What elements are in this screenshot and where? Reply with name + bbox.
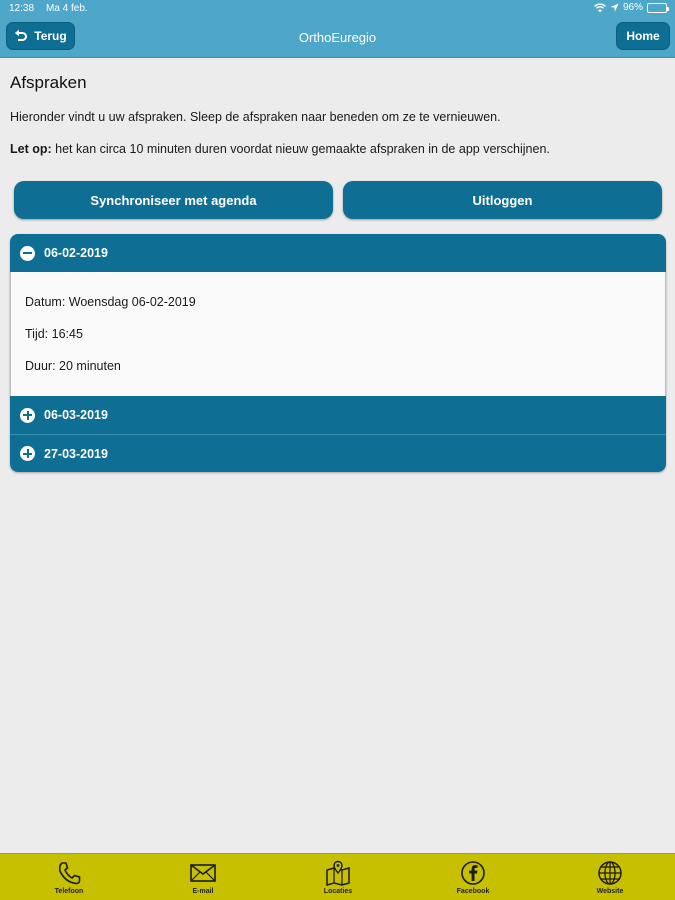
minus-circle-icon [20, 246, 35, 261]
note-body: het kan circa 10 minuten duren voordat nieuw gemaakte afspraken in de app verschijnen. [51, 142, 550, 156]
logout-button[interactable]: Uitloggen [343, 181, 662, 219]
tab-telefoon[interactable] [14, 854, 124, 900]
page-content [10, 73, 665, 156]
appointment-date: 06-02-2019 [44, 246, 108, 260]
tab-email[interactable] [148, 854, 258, 900]
appointment-duur: Duur: 20 minuten [25, 359, 121, 373]
bottom-tab-bar [0, 853, 675, 900]
map-icon [324, 860, 352, 886]
home-button[interactable]: Home [616, 22, 670, 50]
battery-percentage: 96% [622, 2, 643, 13]
appointments-accordion [10, 234, 666, 472]
tab-locaties[interactable] [283, 854, 393, 900]
phone-icon [55, 860, 83, 886]
sync-calendar-button[interactable]: Synchroniseer met agenda [14, 181, 333, 219]
tab-label: Website [596, 888, 624, 895]
back-button-label: Terug [34, 29, 67, 43]
plus-circle-icon [20, 446, 35, 461]
tab-label: Facebook [456, 888, 490, 895]
page-title: Afspraken [10, 73, 87, 92]
globe-icon [596, 860, 624, 886]
status-indicators [594, 2, 667, 13]
appointment-details [10, 272, 666, 396]
appointment-datum: Datum: Woensdag 06-02-2019 [25, 295, 196, 309]
status-time: 12:38 [9, 3, 35, 14]
mail-icon [189, 860, 217, 886]
tab-label: Telefoon [54, 888, 84, 895]
plus-circle-icon [20, 408, 35, 423]
appointment-date: 06-03-2019 [44, 408, 108, 422]
facebook-icon [459, 860, 487, 886]
app-title: OrthoEuregio [298, 30, 377, 45]
appointment-header[interactable] [10, 434, 666, 472]
status-date: Ma 4 feb. [46, 3, 88, 14]
action-buttons [14, 181, 662, 219]
intro-text: Hieronder vindt u uw afspraken. Sleep de afspraken naar beneden om ze te vernieuwen. [10, 110, 501, 124]
location-arrow-icon [610, 3, 619, 12]
top-bar [0, 0, 675, 58]
tab-facebook[interactable] [418, 854, 528, 900]
appointment-header[interactable] [10, 396, 666, 434]
note-label: Let op: [10, 142, 52, 156]
tab-website[interactable] [555, 854, 665, 900]
appointment-date: 27-03-2019 [44, 446, 108, 461]
tab-label: E-mail [192, 888, 214, 895]
wifi-icon [594, 3, 606, 13]
appointment-tijd: Tijd: 16:45 [25, 327, 83, 341]
appointment-header[interactable] [10, 234, 666, 272]
battery-icon [647, 3, 667, 13]
navigation-bar [0, 18, 675, 58]
tab-label: Locaties [323, 888, 353, 895]
status-bar [0, 0, 675, 18]
note-text [10, 142, 665, 156]
